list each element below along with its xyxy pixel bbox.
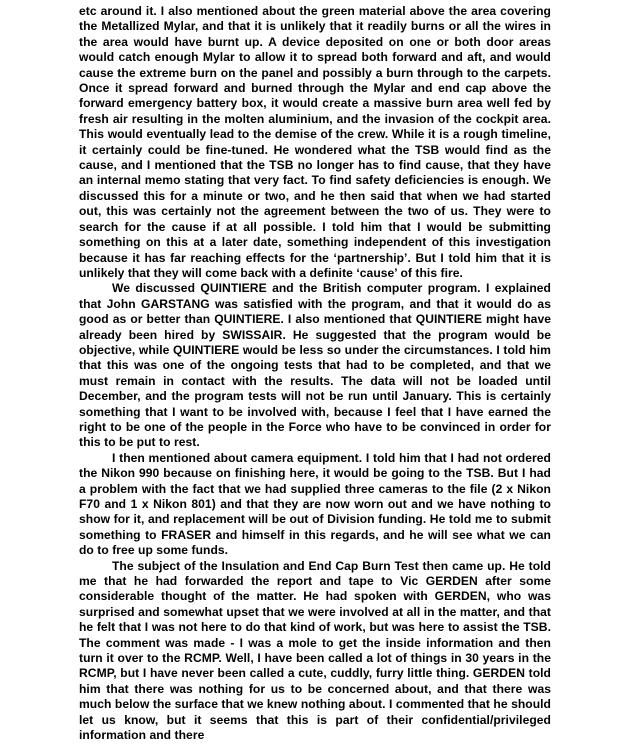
document-page xyxy=(79,4,551,744)
paragraph-2: We discussed QUINTIERE and the British computer program. I explained that John GARSTANG was satisfied with the program, and that it would do as good as or better than QUINTIERE. I also mentioned that QUINTIERE might have already been hired by SWISSAIR. He suggested that the program would be objective, while QUINTIERE would be less so under the circumstances. I told him that this was one of the ongoing tests that had to be completed, and that we must remain in contact with the results. The data will not be loaded until December, and the program tests will not be run until January. This is certainly something that I want to be involved with, because I feel that I have earned the right to be one of the people in the Force who have to be convinced in order for this to be put to rest. xyxy=(79,281,551,450)
paragraph-1: etc around it. I also mentioned about the green material above the area covering the Metallized Mylar, and that it is unlikely that it readily burns or all the wires in the area would have burnt up. A device deposited on one or both door areas would catch enough Mylar to allow it to spread both forward and aft, and would cause the extreme burn on the panel and possibly a burn through to the carpets. Once it spread forward and burned through the Mylar and end cap above the forward emergency battery box, it would create a massive burn area well fed by fresh air resulting in the molten aluminium, and the invasion of the cockpit area. This would eventually lead to the demise of the crew. While it is a rough timeline, it certainly could be fine-tuned. He wondered what the TSB would find as the cause, and I mentioned that the TSB no longer has to find cause, that they have an internal memo stating that very fact. To find safety deficiencies is enough. We discussed this for a minute or two, and he then said that when we had started out, this was certainly not the agreement between the two of us. They were to search for the cause if at all possible. I told him that I would be submitting something on this at a later date, something independent of this investigation because it has far reaching effects for the ‘partnership’. But I told him that it is unlikely that they will come back with a definite ‘cause’ of this fire. xyxy=(79,4,551,280)
paragraph-4: The subject of the Insulation and End Cap Burn Test then came up. He told me that he had forwarded the report and tape to Vic GERDEN after some considerable thought of the matter. He had spoken with GERDEN, who was surprised and somewhat upset that we were involved at all in the matter, and that he felt that I was not here to do that kind of work, but was here to assist the TSB. The comment was made - I was a mole to get the inside information and then turn it over to the RCMP. Well, I have been called a lot of things in 30 years in the RCMP, but I have never been called a cute, cuddly, furry little thing. GERDEN told him that there was nothing for us to be concerned about, and that there was much below the surface that we knew nothing about. I commented that he should let us know, but it seems that this is part of their confidential/privileged information and there xyxy=(79,558,551,743)
paragraph-3: I then mentioned about camera equipment. I told him that I had not ordered the Nikon 990 because on finishing here, it would be going to the TSB. But I had a problem with the fact that we had supplied three cameras to the file (2 x Nikon F70 and 1 x Nikon 801) and that they are now worn out and we have nothing to show for it, and replacement will be out of Division funding. He told me to submit something to FRASER and himself in this regards, and he will see what we can do to free up some funds. xyxy=(79,450,551,558)
